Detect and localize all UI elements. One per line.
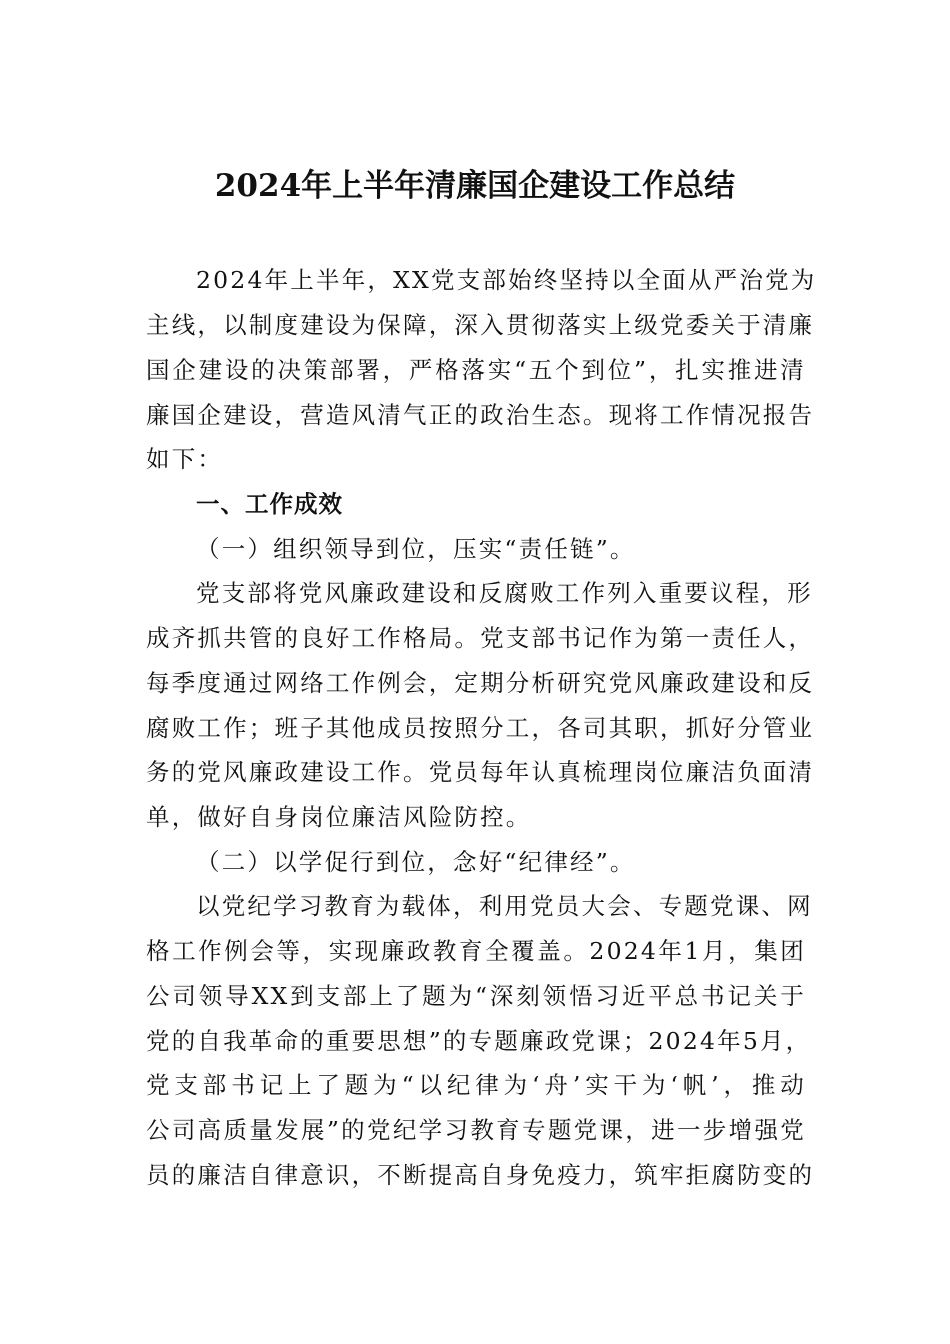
body-line: 每季度通过网络工作例会，定期分析研究党风廉政建设和反 <box>146 669 815 697</box>
subsection-heading: （一）组织领导到位，压实“责任链”。 <box>196 535 636 563</box>
document-title: 2024年上半年清廉国企建设工作总结 <box>214 168 736 204</box>
body-line: 腐败工作；班子其他成员按照分工，各司其职，抓好分管业 <box>146 714 815 742</box>
body-line: 党支部将党风廉政建设和反腐败工作列入重要议程，形 <box>196 579 813 607</box>
body-line: 党支部书记上了题为“以纪律为‘舟’实干为‘帆’，推动 <box>146 1071 806 1099</box>
intro-line: 廉国企建设，营造风清气正的政治生态。现将工作情况报告 <box>146 401 815 429</box>
body-line: 务的党风廉政建设工作。党员每年认真梳理岗位廉洁负面清 <box>146 758 815 786</box>
body-line: 单，做好自身岗位廉洁风险防控。 <box>146 803 532 831</box>
body-line: 成齐抓共管的良好工作格局。党支部书记作为第一责任人， <box>146 624 815 652</box>
body-line: 公司高质量发展”的党纪学习教育专题党课，进一步增强党 <box>146 1116 806 1144</box>
intro-line: 如下： <box>146 445 224 473</box>
body-line: 公司领导XX到支部上了题为“深刻领悟习近平总书记关于 <box>146 982 806 1010</box>
body-line: 党的自我革命的重要思想”的专题廉政党课；2024年5月， <box>146 1027 812 1055</box>
body-line: 以党纪学习教育为载体，利用党员大会、专题党课、网 <box>196 892 813 920</box>
intro-line: 国企建设的决策部署，严格落实“五个到位”，扎实推进清 <box>146 356 806 384</box>
intro-line: 主线，以制度建设为保障，深入贯彻落实上级党委关于清廉 <box>146 311 815 339</box>
intro-line: 2024年上半年，XX党支部始终坚持以全面从严治党为 <box>196 266 817 294</box>
body-line: 员的廉洁自律意识，不断提高自身免疫力，筑牢拒腐防变的 <box>146 1161 815 1189</box>
section-heading: 一、工作成效 <box>196 490 343 518</box>
body-line: 格工作例会等，实现廉政教育全覆盖。2024年1月，集团 <box>146 937 806 965</box>
subsection-heading: （二）以学促行到位，念好“纪律经”。 <box>196 848 636 876</box>
